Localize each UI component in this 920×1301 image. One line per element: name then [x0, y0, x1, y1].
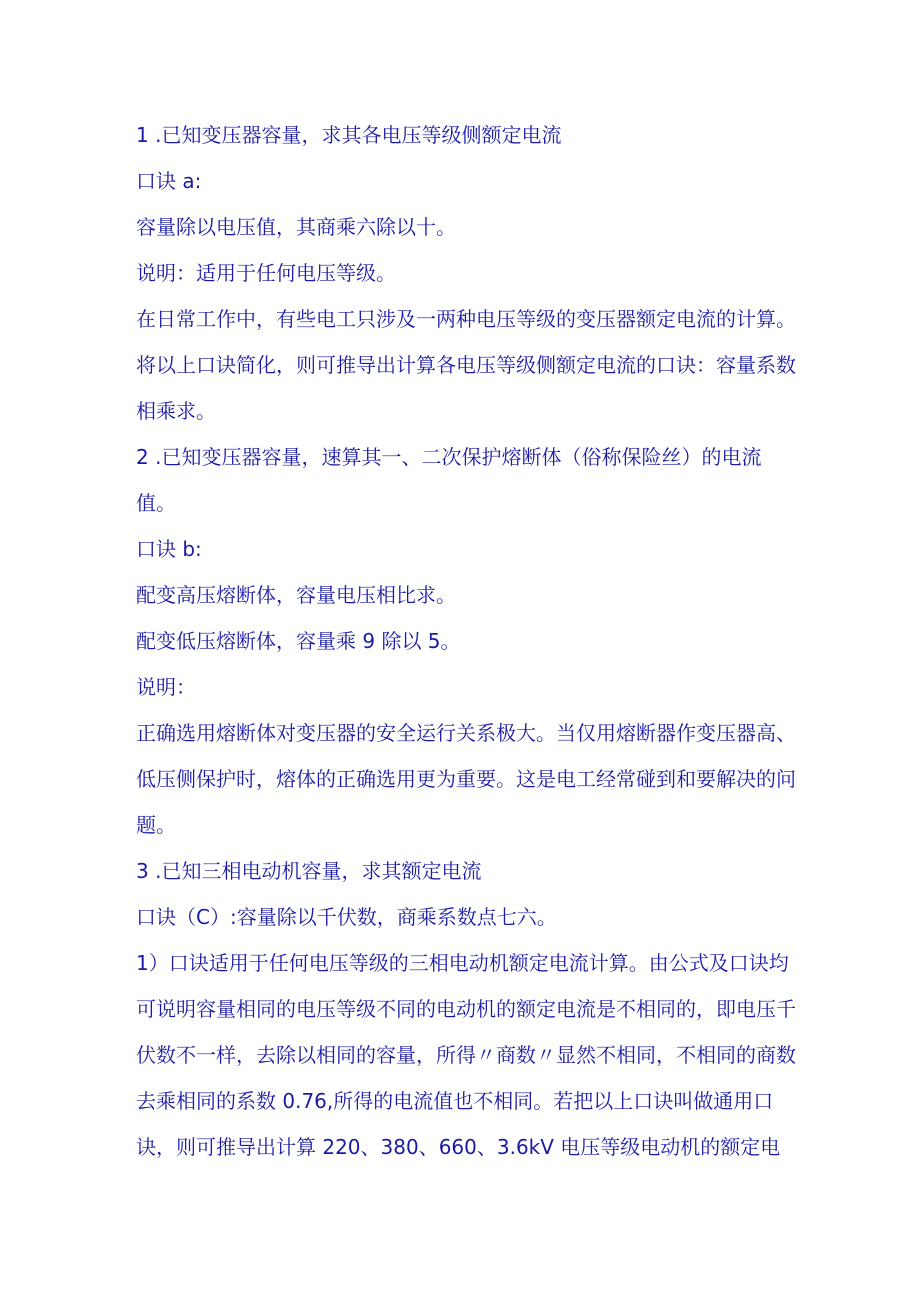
mnemonic-b-label: 口诀 b:	[136, 537, 202, 561]
paragraph-simplified: 将以上口诀简化，则可推导出计算各电压等级侧额定电流的口诀：容量系数相乘求。	[136, 353, 796, 423]
heading-1: 1 .已知变压器容量，求其各电压等级侧额定电流	[136, 123, 562, 147]
heading-2: 2 .已知变压器容量，速算其一、二次保护熔断体（俗称保险丝）的电流值。	[136, 445, 762, 515]
note-1: 说明：适用于任何电压等级。	[136, 261, 396, 285]
paragraph-motor-current: 1）口诀适用于任何电压等级的三相电动机额定电流计算。由公式及口诀均可说明容量相同的电压等级不同的电动机的额定电流是不相同的，即电压千伏数不一样，去除以相同的容量，所得〃商数〃显然不相同，不相同的商数去乘相同的系数 0.76,所得的电流值也不相同。若把以上口诀叫做通用口诀，则可推导出计算 220、380、660、3.6kV 电压等级电动机的额定电	[136, 951, 796, 1159]
heading-3: 3 .已知三相电动机容量，求其额定电流	[136, 859, 482, 883]
paragraph-daily-work: 在日常工作中，有些电工只涉及一两种电压等级的变压器额定电流的计算。	[136, 307, 796, 331]
document-body	[136, 112, 800, 1170]
paragraph-fuse-selection: 正确选用熔断体对变压器的安全运行关系极大。当仅用熔断器作变压器高、低压侧保护时，熔体的正确选用更为重要。这是电工经常碰到和要解决的问题。	[136, 721, 796, 837]
mnemonic-a-label: 口诀 a:	[136, 169, 202, 193]
mnemonic-b-low: 配变低压熔断体，容量乘 9 除以 5。	[136, 629, 461, 653]
mnemonic-b-high: 配变高压熔断体，容量电压相比求。	[136, 583, 456, 607]
mnemonic-a-text: 容量除以电压值，其商乘六除以十。	[136, 215, 456, 239]
mnemonic-c: 口诀（C）:容量除以千伏数，商乘系数点七六。	[136, 905, 557, 929]
note-2-label: 说明：	[136, 675, 196, 699]
